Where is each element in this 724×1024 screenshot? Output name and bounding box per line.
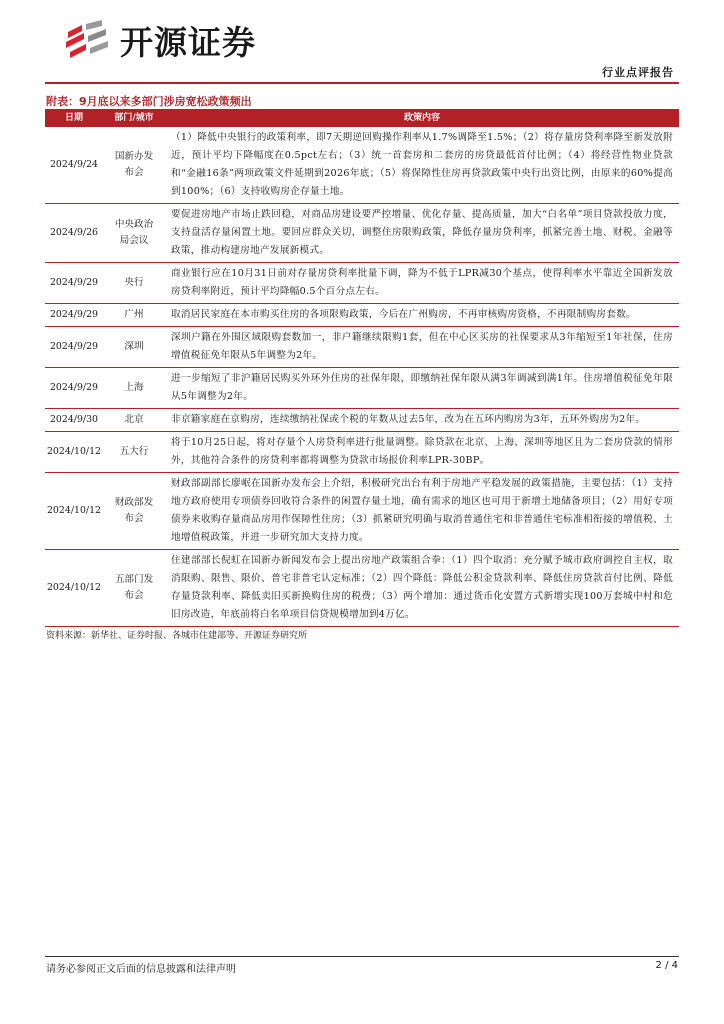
table-row (45, 432, 679, 473)
dept-line: 布会 (124, 513, 144, 524)
date-cell: 2024/9/29 (45, 327, 103, 368)
table-row (45, 127, 679, 204)
table-row (45, 409, 679, 432)
column-header-date: 日期 (45, 109, 103, 127)
date-cell: 2024/9/26 (45, 204, 103, 263)
date-cell: 2024/10/12 (45, 473, 103, 550)
policy-content-cell: 财政部副部长廖岷在国新办发布会上介绍，积极研究出台有利于房地产平稳发展的政策措施，主要包括：（1）支持地方政府使用专项债券回收符合条件的闲置存量土地，确有需求的地区也可用于新增土地储备项目；（2）用好专项债券来收购存量商品房用作保障性住房；（3）抓紧研究明确与取消普通住宅和非普通住宅标准相衔接的增值税、土地增值税政策，并进一步研究加大支持力度。 (165, 473, 679, 550)
dept-cell (103, 304, 165, 327)
dept-line: 中央政治 (114, 219, 154, 230)
header-divider (45, 82, 679, 84)
table-row (45, 473, 679, 550)
dept-line: 广州 (124, 309, 144, 320)
table-row (45, 368, 679, 409)
dept-line: 五大行 (119, 446, 149, 457)
table-row (45, 263, 679, 304)
page-number: 2 / 4 (655, 960, 678, 971)
table-row (45, 304, 679, 327)
date-cell: 2024/9/29 (45, 368, 103, 409)
dept-line: 深圳 (124, 341, 144, 352)
column-header-content: 政策内容 (165, 109, 679, 127)
policy-content-cell: 住建部部长倪虹在国新办新闻发布会上提出房地产政策组合拳：（1）四个取消：充分赋予城市政府调控自主权，取消限购、限售、限价、普宅非普宅认定标准；（2）四个降低：降低公积金贷款利率、降低住房贷款首付比例、降低存量贷款利率、降低卖旧买新换购住房的税费；（3）两个增加：通过货币化安置方式新增实现100万套城中村和危旧房改造，年底前将白名单项目信贷规模增加到4万亿。 (165, 550, 679, 627)
policy-content-cell: 要促进房地产市场止跌回稳，对商品房建设要严控增量、优化存量、提高质量，加大“白名单”项目贷款投放力度，支持盘活存量闲置土地。要回应群众关切，调整住房限购政策，降低存量房贷利率，抓紧完善土地、财税、金融等政策，推动构建房地产发展新模式。 (165, 204, 679, 263)
table-body (45, 127, 679, 627)
table-row (45, 550, 679, 627)
footer-divider (45, 956, 679, 957)
table-row (45, 204, 679, 263)
dept-line: 财政部发 (114, 497, 154, 508)
dept-cell (103, 327, 165, 368)
dept-cell (103, 473, 165, 550)
kaiyuan-logo-icon (62, 20, 112, 66)
policy-table (45, 109, 679, 627)
column-header-dept: 部门/城市 (103, 109, 165, 127)
source-note: 资料来源：新华社、证券时报、各城市住建部等、开源证券研究所 (46, 631, 308, 641)
dept-line: 国新办发 (114, 151, 154, 162)
date-cell: 2024/10/12 (45, 550, 103, 627)
dept-line: 五部门发 (114, 574, 154, 585)
dept-cell (103, 204, 165, 263)
disclaimer-note: 请务必参阅正文后面的信息披露和法律声明 (46, 964, 236, 975)
policy-content-cell: 将于10月25日起，将对存量个人房贷利率进行批量调整。除贷款在北京、上海、深圳等地区且为二套房贷款的情形外，其他符合条件的房贷利率都将调整为贷款市场报价利率LPR-30BP。 (165, 432, 679, 473)
date-cell: 2024/9/29 (45, 263, 103, 304)
policy-content-cell: 取消居民家庭在本市购买住房的各项限购政策，今后在广州购房，不再审核购房资格，不再限制购房套数。 (165, 304, 679, 327)
report-type-label: 行业点评报告 (602, 66, 674, 79)
policy-content-cell: 商业银行应在10月31日前对存量房贷利率批量下调，降为不低于LPR减30个基点，使得利率水平靠近全国新发放房贷利率附近，预计平均降幅0.5个百分点左右。 (165, 263, 679, 304)
date-cell: 2024/10/12 (45, 432, 103, 473)
dept-cell (103, 409, 165, 432)
dept-cell (103, 368, 165, 409)
dept-line: 上海 (124, 382, 144, 393)
policy-content-cell: 进一步缩短了非沪籍居民购买外环外住房的社保年限，即缴纳社保年限从满3年调减到满1年。住房增值税征免年限从5年调整为2年。 (165, 368, 679, 409)
policy-content-cell: 深圳户籍在外围区域限购套数加一，非户籍继续限购1套，但在中心区买房的社保要求从3年缩短至1年社保，住房增值税征免年限从5年调整为2年。 (165, 327, 679, 368)
company-name: 开源证券 (120, 23, 256, 62)
dept-line: 布会 (124, 590, 144, 601)
table-header-row (45, 109, 679, 127)
date-cell: 2024/9/29 (45, 304, 103, 327)
dept-cell (103, 127, 165, 204)
dept-line: 北京 (124, 414, 144, 425)
dept-cell (103, 432, 165, 473)
date-cell: 2024/9/24 (45, 127, 103, 204)
policy-content-cell: 非京籍家庭在京购房，连续缴纳社保或个税的年数从过去5年，改为在五环内购房为3年，五环外购房为2年。 (165, 409, 679, 432)
company-logo (62, 20, 256, 66)
dept-cell (103, 550, 165, 627)
policy-content-cell: （1）降低中央银行的政策利率，即7天期逆回购操作利率从1.7%调降至1.5%；（2）将存量房贷利率降至新发放附近，预计平均下降幅度在0.5pct左右；（3）统一首套房和二套房的房贷最低首付比例；（4）将经营性物业贷款和“金融16条”两项政策文件延期到2026年底；（5）将保障性住房再贷款政策中央行出资比例，由原来的60%提高到100%；（6）支持收购房企存量土地。 (165, 127, 679, 204)
date-cell: 2024/9/30 (45, 409, 103, 432)
dept-line: 布会 (124, 167, 144, 178)
dept-line: 央行 (124, 277, 144, 288)
dept-cell (103, 263, 165, 304)
table-title: 附表：9月底以来多部门涉房宽松政策频出 (46, 95, 252, 108)
table-row (45, 327, 679, 368)
dept-line: 局会议 (119, 235, 149, 246)
